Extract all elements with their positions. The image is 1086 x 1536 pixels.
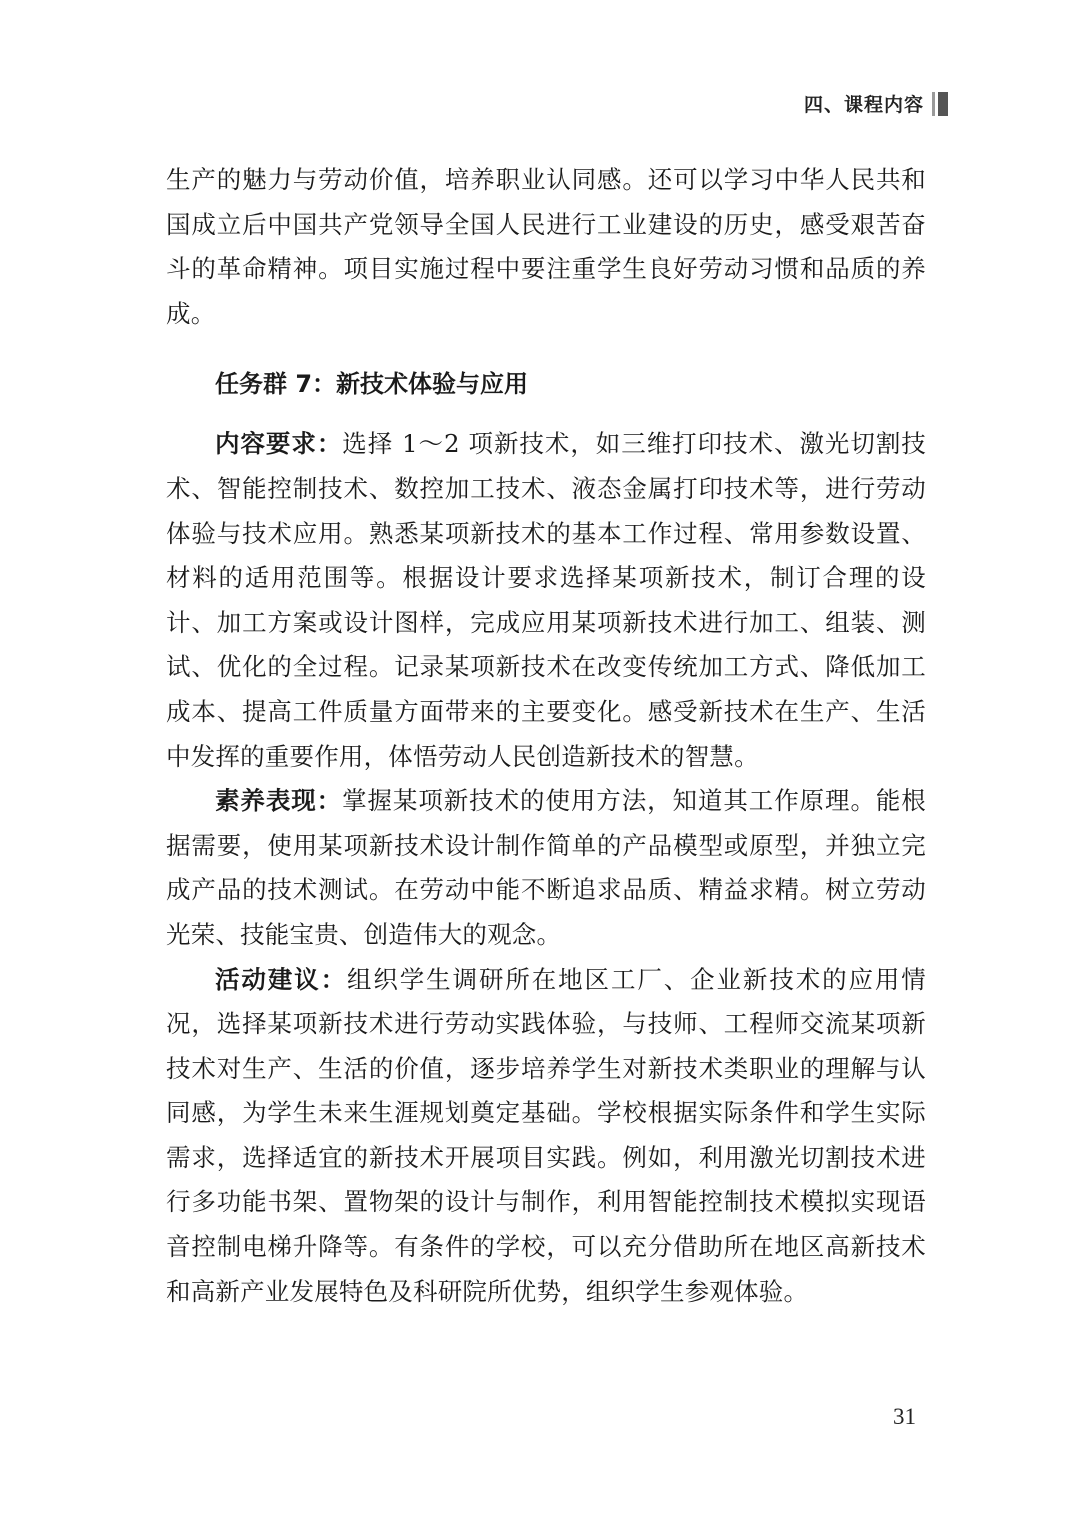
activity-suggestions-text: 组织学生调研所在地区工厂、企业新技术的应用情况，选择某项新技术进行劳动实践体验，与技师、工程师交流某项新技术对生产、生活的价值，逐步培养学生对新技术类职业的理解与认同感，为学生未来生涯规划奠定基础。学校根据实际条件和学生实际需求，选择适宜的新技术开展项目实践。例如，利用激光切割技术进行多功能书架、置物架的设计与制作，利用智能控制技术模拟实现语音控制电梯升降等。有条件的学校，可以充分借助所在地区高新技术和高新产业发展特色及科研院所优势，组织学生参观体验。 — [166, 964, 926, 1306]
content-requirements-text: 选择 1～2 项新技术，如三维打印技术、激光切割技术、智能控制技术、数控加工技术、液态金属打印技术等，进行劳动体验与技术应用。熟悉某项新技术的基本工作过程、常用参数设置、材料的适用范围等。根据设计要求选择某项新技术，制订合理的设计、加工方案或设计图样，完成应用某项新技术进行加工、组装、测试、优化的全过程。记录某项新技术在改变传统加工方式、降低加工成本、提高工件质量方面带来的主要变化。感受新技术在生产、生活中发挥的重要作用，体悟劳动人民创造新技术的智慧。 — [166, 429, 927, 771]
content-requirements-paragraph — [166, 422, 926, 779]
page-body — [166, 158, 926, 1314]
page-number: 31 — [893, 1404, 916, 1429]
content-requirements-label: 内容要求： — [215, 429, 343, 459]
task-group-heading: 任务群 7：新技术体验与应用 — [215, 370, 529, 399]
section-title: 四、课程内容 — [803, 94, 924, 116]
header-bar-marks — [932, 92, 948, 116]
running-header — [804, 90, 948, 117]
activity-suggestions-paragraph — [166, 958, 926, 1315]
literacy-performance-paragraph — [166, 779, 926, 957]
literacy-performance-text: 掌握某项新技术的使用方法，知道其工作原理。能根据需要，使用某项新技术设计制作简单的产品模型或原型，并独立完成产品的技术测试。在劳动中能不断追求品质、精益求精。树立劳动光荣、技能宝贵、创造伟大的观念。 — [166, 786, 926, 949]
literacy-performance-label: 素养表现： — [215, 786, 343, 816]
intro-paragraph: 生产的魅力与劳动价值，培养职业认同感。还可以学习中华人民共和国成立后中国共产党领导全国人民进行工业建设的历史，感受艰苦奋斗的革命精神。项目实施过程中要注重学生良好劳动习惯和品质的养成。 — [166, 165, 926, 328]
activity-suggestions-label: 活动建议： — [215, 964, 347, 994]
header-thick-bar — [938, 92, 948, 116]
header-thin-bar — [932, 92, 935, 116]
